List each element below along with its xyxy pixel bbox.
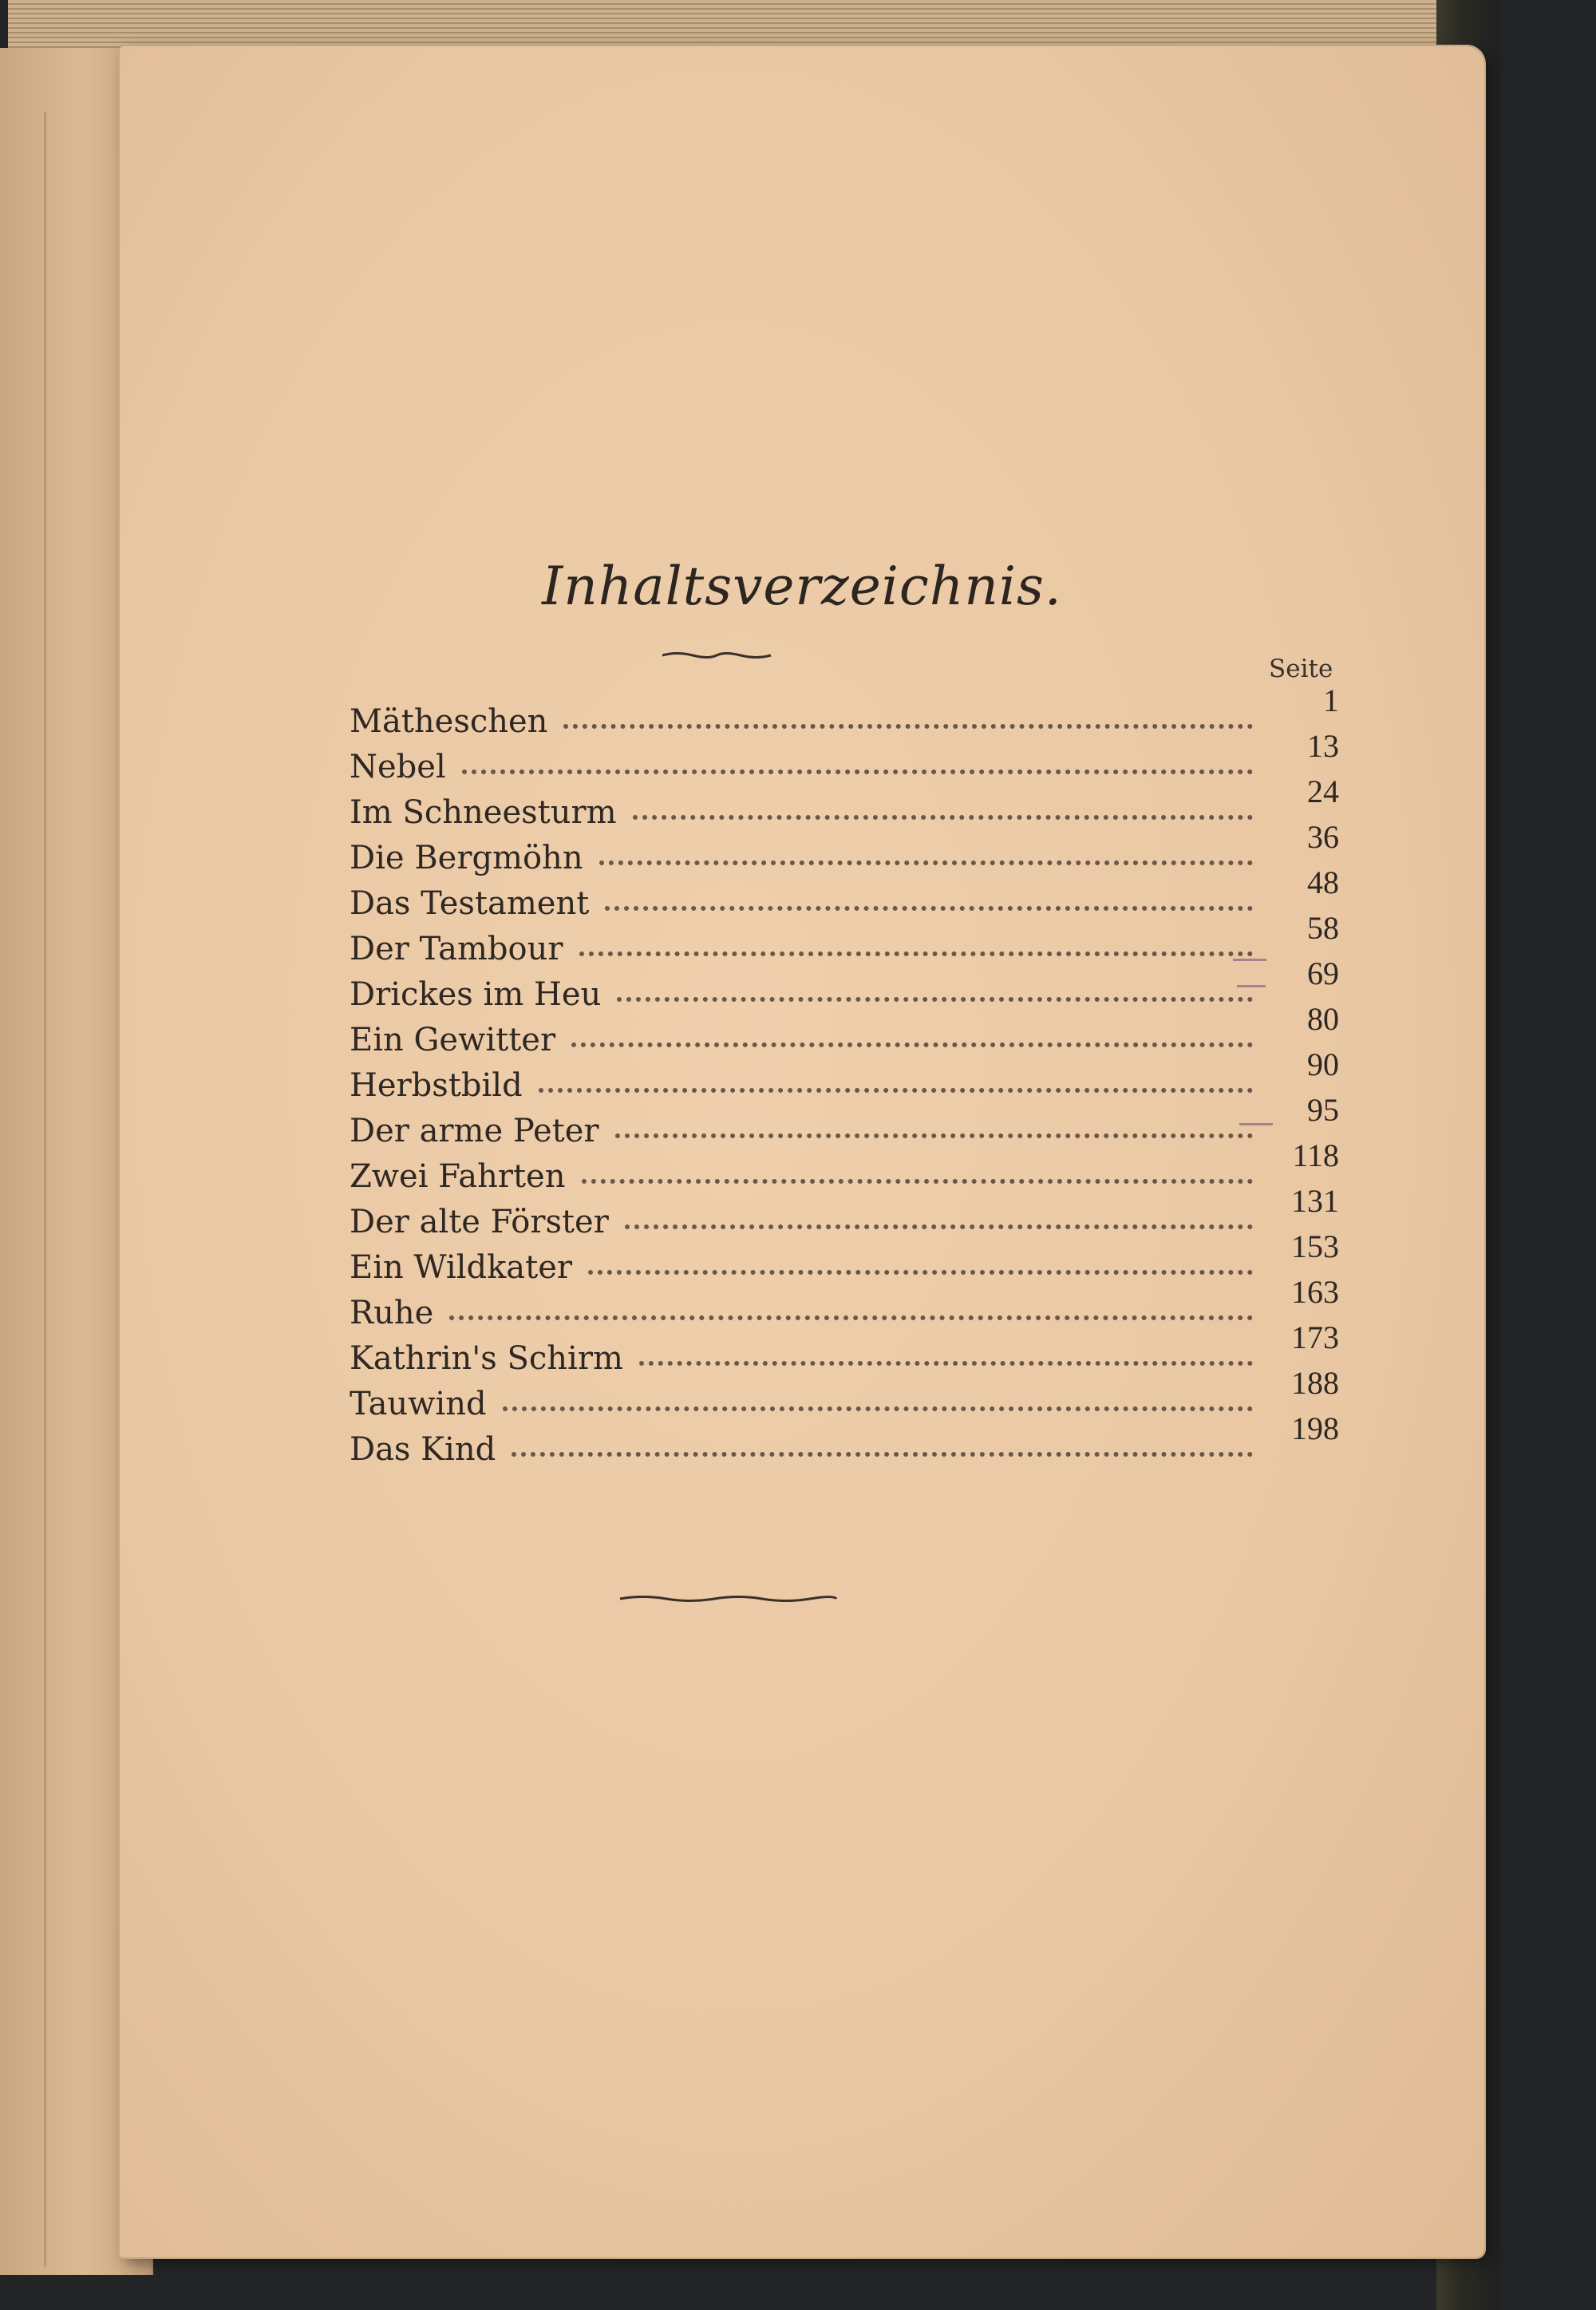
toc-entry-page-number: 58 bbox=[1307, 910, 1339, 946]
pencil-mark bbox=[1233, 959, 1266, 961]
toc-entry-page-number: 153 bbox=[1291, 1228, 1339, 1264]
toc-entry bbox=[350, 728, 1339, 785]
dot-leader bbox=[605, 906, 1253, 911]
toc-entry-page-number: 90 bbox=[1307, 1046, 1339, 1082]
dot-leader bbox=[579, 951, 1254, 956]
dot-leader bbox=[449, 1315, 1253, 1320]
toc-entry-page-number: 48 bbox=[1307, 864, 1339, 900]
toc-entry-title: Ruhe bbox=[350, 1295, 434, 1331]
toc-entry-page-number: 118 bbox=[1292, 1137, 1339, 1173]
toc-entry-page-number: 198 bbox=[1291, 1410, 1339, 1446]
dot-leader bbox=[539, 1088, 1253, 1093]
toc-entry-title: Das Kind bbox=[350, 1431, 496, 1468]
closing-flourish bbox=[618, 1593, 838, 1604]
toc-entry-page-number: 188 bbox=[1291, 1365, 1339, 1401]
toc-entry bbox=[350, 1365, 1339, 1422]
toc-entry-title: Der Tambour bbox=[350, 931, 563, 967]
toc-entry bbox=[350, 1183, 1339, 1240]
toc-entry-title: Zwei Fahrten bbox=[350, 1158, 566, 1195]
toc-entry bbox=[350, 773, 1339, 831]
table-of-contents bbox=[350, 682, 1339, 1468]
dot-leader bbox=[571, 1042, 1253, 1047]
dot-leader bbox=[625, 1224, 1253, 1229]
dot-leader bbox=[563, 724, 1253, 729]
toc-entry-page-number: 36 bbox=[1307, 819, 1339, 855]
toc-entry bbox=[350, 819, 1339, 876]
toc-entry-title: Nebel bbox=[350, 749, 446, 785]
book-top-edge bbox=[8, 0, 1444, 49]
toc-entry-title: Im Schneesturm bbox=[350, 794, 617, 831]
toc-entry bbox=[350, 1137, 1339, 1195]
toc-entry bbox=[350, 1092, 1339, 1149]
page-column-label: Seite bbox=[1269, 655, 1333, 683]
dot-leader bbox=[617, 997, 1253, 1002]
toc-entry bbox=[350, 1410, 1339, 1468]
toc-entry bbox=[350, 1228, 1339, 1286]
toc-entry-page-number: 173 bbox=[1291, 1319, 1339, 1355]
toc-entry-page-number: 1 bbox=[1323, 682, 1339, 718]
dot-leader bbox=[462, 769, 1253, 774]
toc-entry bbox=[350, 910, 1339, 967]
dot-leader bbox=[599, 860, 1253, 865]
dot-leader bbox=[503, 1406, 1253, 1411]
dot-leader bbox=[615, 1133, 1253, 1138]
toc-entry-page-number: 95 bbox=[1307, 1092, 1339, 1128]
dot-leader bbox=[633, 815, 1253, 820]
toc-entry-title: Das Testament bbox=[350, 885, 590, 922]
toc-entry-title: Die Bergmöhn bbox=[350, 840, 583, 876]
toc-entry-page-number: 131 bbox=[1291, 1183, 1339, 1219]
toc-entry-page-number: 13 bbox=[1307, 728, 1339, 764]
toc-entry bbox=[350, 1001, 1339, 1058]
toc-entry-title: Herbstbild bbox=[350, 1067, 523, 1104]
toc-entry bbox=[350, 1274, 1339, 1331]
dot-leader bbox=[512, 1452, 1253, 1457]
toc-entry-title: Der alte Förster bbox=[350, 1204, 609, 1240]
toc-entry-title: Ein Wildkater bbox=[350, 1249, 573, 1286]
toc-entry-title: Mätheschen bbox=[350, 703, 548, 740]
toc-entry-title: Tauwind bbox=[350, 1386, 487, 1422]
pencil-mark bbox=[1239, 1123, 1273, 1125]
dot-leader bbox=[582, 1179, 1254, 1184]
dot-leader bbox=[588, 1270, 1253, 1275]
toc-entry bbox=[350, 955, 1339, 1013]
toc-entry-title: Der arme Peter bbox=[350, 1113, 599, 1149]
toc-entry bbox=[350, 1319, 1339, 1377]
page-heading: Inhaltsverzeichnis. bbox=[542, 556, 1062, 617]
heading-flourish bbox=[661, 650, 772, 661]
dot-leader bbox=[639, 1361, 1253, 1366]
toc-entry-page-number: 163 bbox=[1291, 1274, 1339, 1310]
toc-entry bbox=[350, 864, 1339, 922]
toc-entry-page-number: 80 bbox=[1307, 1001, 1339, 1037]
book-page bbox=[120, 46, 1484, 2257]
gutter-line bbox=[44, 112, 46, 2267]
toc-entry-page-number: 69 bbox=[1307, 955, 1339, 991]
toc-entry-page-number: 24 bbox=[1307, 773, 1339, 809]
toc-entry bbox=[350, 1046, 1339, 1104]
toc-entry-title: Kathrin's Schirm bbox=[350, 1340, 623, 1377]
toc-entry-title: Ein Gewitter bbox=[350, 1022, 556, 1058]
toc-entry-title: Drickes im Heu bbox=[350, 976, 602, 1013]
toc-entry bbox=[350, 682, 1339, 740]
pencil-mark bbox=[1237, 985, 1266, 987]
